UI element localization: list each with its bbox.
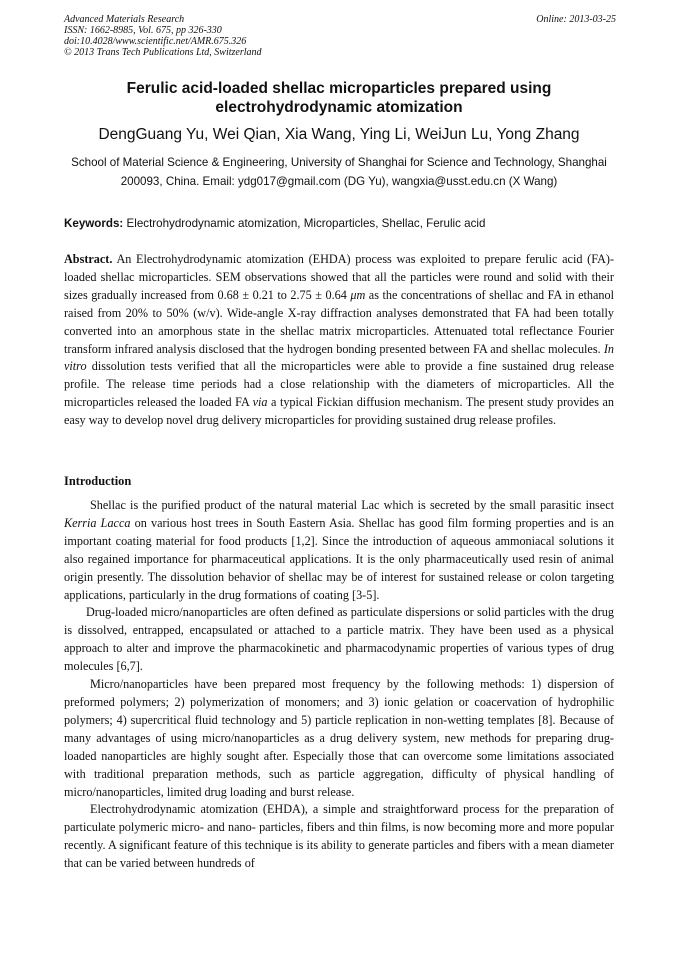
introduction-body <box>64 497 614 873</box>
copyright-line: © 2013 Trans Tech Publications Ltd, Switzerland <box>64 47 262 58</box>
intro-paragraph-2: Drug-loaded micro/nanoparticles are often defined as particulate dispersions or solid particles with the drug is dissolved, entrapped, encapsulated or attached to a particle matrix. They have been used as a physical approach to alter and improve the pharmacokinetic and pharmacodynamic properties of various types of drug molecules [6,7]. <box>64 605 614 674</box>
abstract-text-1: An Electrohydrodynamic atomization (EHDA) process was exploited to prepare ferulic acid (FA)-loaded shellac microparticles. SEM observations showed that all the particles were round and solid with their sizes gradually increased from 0.68 ± 0.21 to 2.75 ± 0.64 <box>64 252 615 302</box>
abstract-via: via <box>252 395 268 410</box>
intro-paragraph-1 <box>64 497 614 604</box>
issn-line: ISSN: 1662-8985, Vol. 675, pp 326-330 <box>64 25 222 36</box>
online-date: Online: 2013-03-25 <box>536 14 616 25</box>
keywords-label: Keywords: <box>64 217 124 230</box>
abstract-in-vitro: In vitro <box>64 341 614 374</box>
keywords-text: Electrohydrodynamic atomization, Microparticles, Shellac, Ferulic acid <box>126 217 486 230</box>
intro-paragraph-3: Micro/nanoparticles have been prepared most frequency by the following methods: 1) dispersion of preformed polymers; 2) polymerization of monomers; and 3) ionic gelation or coacervation of hydrophilic polymers; 4) supercritical fluid technology and 5) particle replication in non-wetting templates [8]. Because of many advantages of using micro/nanoparticles as a drug delivery system, new methods for preparing drug-loaded nanoparticles are highly sought after. Especially those that can overcome some limitations associated with traditional preparation methods, such as particle aggregation, difficulty of physical handling of micro/nanoparticles, limited drug loading and burst release. <box>64 677 614 799</box>
journal-name: Advanced Materials Research <box>64 14 185 25</box>
abstract-label: Abstract. <box>64 252 113 266</box>
intro-p1-species: Kerria Lacca <box>64 515 131 530</box>
paper-title: Ferulic acid-loaded shellac microparticles prepared using electrohydrodynamic atomization <box>126 80 552 116</box>
intro-p1-text-b: on various host trees in South Eastern Asia. Shellac has good film forming properties and is an important coating material for food products [1,2]. Since the introduction of aqueous ammoniacal solutions it also regained importance for pharmaceutical applications. It is the only pharmaceutically used resin of animal origin presently. The dissolution behavior of shellac may be of interest for sustained release or colon targeting applications, particularly in the drug formations of coating [3-5]. <box>64 515 614 602</box>
keywords-line <box>64 216 616 232</box>
abstract-text-2: as the concentrations of shellac and FA in ethanol raised from 20% to 50% (w/v). Wide-angle X-ray diffraction analyses demonstrated that FA had been totally converted into an amorphous state in the shellac matrix microparticles. Attenuated total reflectance Fourier transform infrared analysis disclosed that the hydrogen bonding presented between FA and shellac molecules. <box>64 287 615 356</box>
doi-line: doi:10.4028/www.scientific.net/AMR.675.326 <box>64 36 247 47</box>
abstract-unit: μm <box>350 287 366 302</box>
author-list: DengGuang Yu, Wei Qian, Xia Wang, Ying Li, WeiJun Lu, Yong Zhang <box>98 126 580 143</box>
journal-metadata <box>64 14 616 58</box>
intro-paragraph-4: Electrohydrodynamic atomization (EHDA), a simple and straightforward process for the preparation of particulate polymeric micro- and nano- particles, fibers and thin films, is now becoming more and more popular recently. A significant feature of this technique is its ability to generate particles and fibers with a mean diameter that can be varied between hundreds of <box>64 802 614 871</box>
abstract-text-3: dissolution tests verified that all the microparticles were able to provide a fine sustained drug release profile. The release time periods had a close relationship with the diameters of microparticles. All the microparticles released the loaded FA <box>64 359 614 410</box>
intro-p1-text-a: Shellac is the purified product of the natural material Lac which is secreted by the small parasitic insect <box>90 498 614 512</box>
abstract <box>64 251 614 430</box>
abstract-text-4: a typical Fickian diffusion mechanism. The present study provides an easy way to develop novel drug delivery microparticles for providing sustained drug release profiles. <box>64 395 614 428</box>
section-heading-introduction: Introduction <box>64 474 132 488</box>
affiliation: School of Material Science & Engineering, University of Shanghai for Science and Technology, Shanghai 200093, China. Email: ydg017@gmail.com (DG Yu), wangxia@usst.edu.cn (X Wang) <box>71 156 607 188</box>
